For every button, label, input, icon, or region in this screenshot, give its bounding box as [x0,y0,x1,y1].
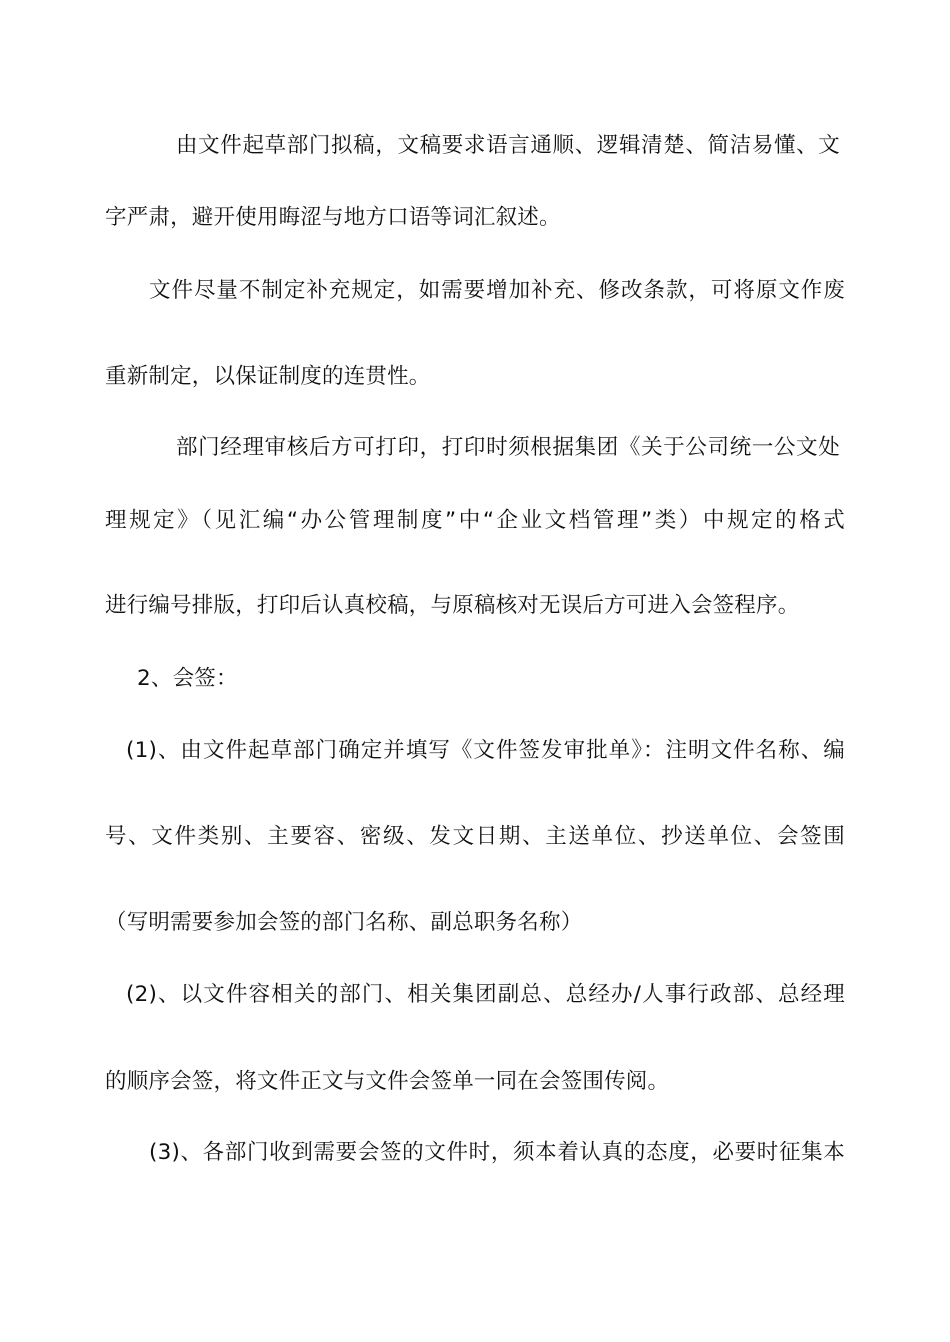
paragraph-3-line-3: 进行编号排版，打印后认真校稿，与原稿核对无误后方可进入会签程序。 [105,593,800,618]
item-1-line-2: 号、文件类别、主要容、密级、发文日期、主送单位、抄送单位、会签围 [105,824,845,849]
item-1-line-1: (1)、由文件起草部门确定并填写《文件签发审批单》：注明文件名称、编 [126,738,845,763]
paragraph-2-line-1: 文件尽量不制定补充规定，如需要增加补充、修改条款，可将原文作废 [149,278,845,303]
paragraph-1-line-2: 字严肃，避开使用晦涩与地方口语等词汇叙述。 [105,205,561,230]
paragraph-3-line-1: 部门经理审核后方可打印，打印时须根据集团《关于公司统一公文处 [176,435,840,460]
paragraph-1-line-1: 由文件起草部门拟稿，文稿要求语言通顺、逻辑清楚、简洁易懂、文 [176,133,840,158]
item-1-line-3: （写明需要参加会签的部门名称、副总职务名称） [105,910,583,935]
item-3-line-1: (3)、各部门收到需要会签的文件时，须本着认真的态度，必要时征集本 [149,1140,845,1165]
section-heading-countersign: 2、会签： [137,666,238,691]
paragraph-2-line-2: 重新制定，以保证制度的连贯性。 [105,364,431,389]
item-2-line-2: 的顺序会签，将文件正文与文件会签单一同在会签围传阅。 [105,1069,670,1094]
paragraph-3-line-2: 理规定》（见汇编“办公管理制度”中“企业文档管理”类）中规定的格式 [105,508,845,533]
item-2-line-1: (2)、以文件容相关的部门、相关集团副总、总经办/人事行政部、总经理 [126,982,845,1007]
